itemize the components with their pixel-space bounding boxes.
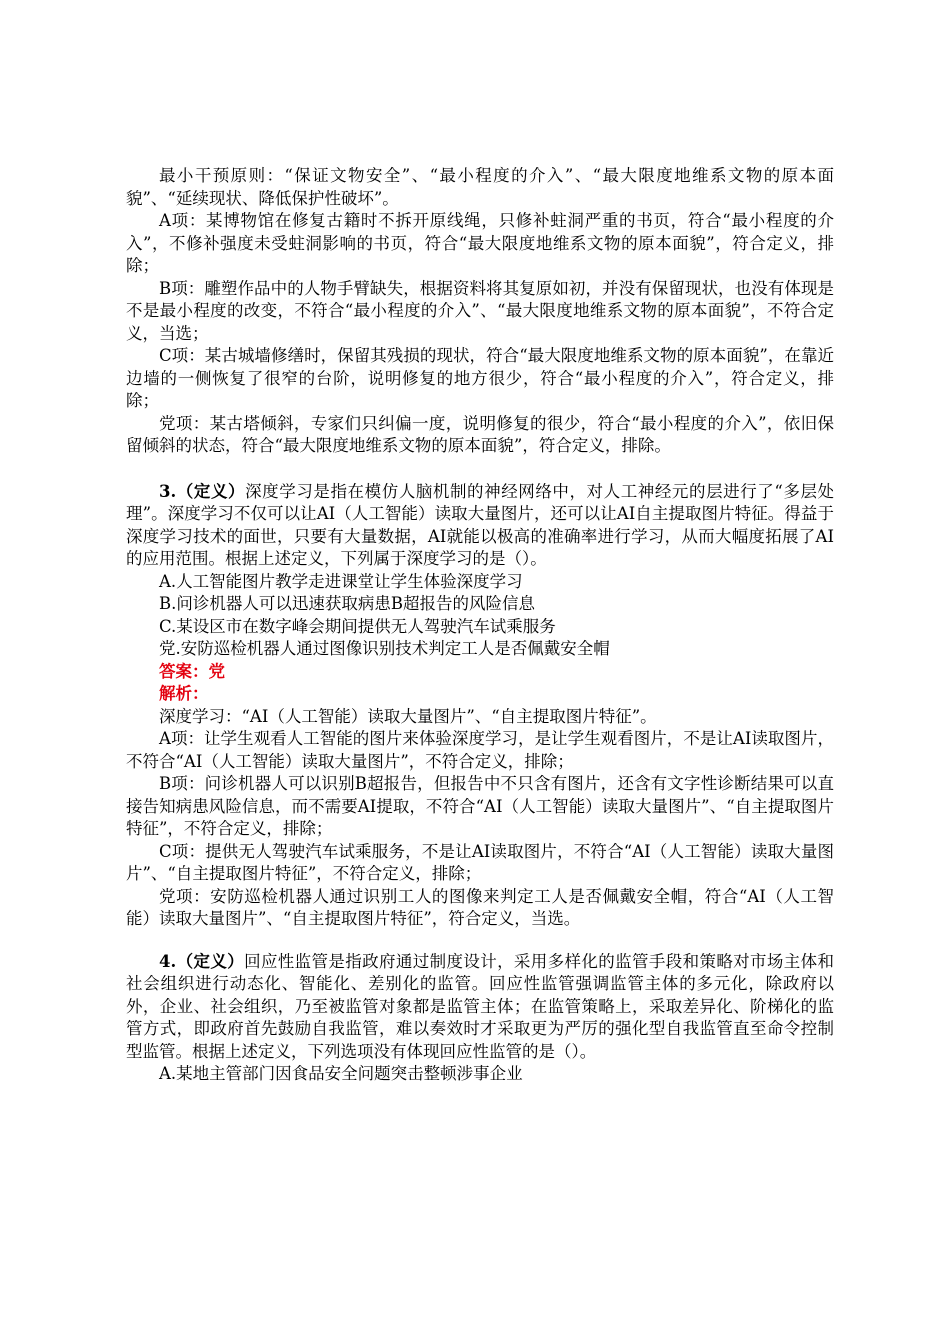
option-a: A.人工智能图片教学走进课堂让学生体验深度学习 (159, 571, 523, 591)
question-4-stem (126, 951, 834, 1064)
analysis-option-c: C项：提供无人驾驶汽车试乘服务，不是让AI读取图片，不符合“AI（人工智能）读取大量图片”、“自主提取图片特征”，不符合定义，排除； (126, 841, 834, 883)
question-3 (126, 481, 834, 931)
analysis-option-a: A项：让学生观看人工智能的图片来体验深度学习，是让学生观看图片，不是让AI读取图片，不符合“AI（人工智能）读取大量图片”，不符合定义，排除； (126, 729, 834, 771)
question-3-stem (126, 481, 834, 571)
option-a: A.某地主管部门因食品安全问题突击整顿涉事企业 (159, 1064, 523, 1083)
analysis-option-d: 党项：某古塔倾斜，专家们只纠偏一度，说明修复的很少，符合“最小程度的介入”，依旧保留倾斜的状态，符合“最大限度地维系文物的原本面貌”，符合定义，排除。 (126, 413, 834, 455)
document-page (126, 165, 834, 1086)
analysis-label: 解析： (159, 684, 209, 703)
question-4 (126, 951, 834, 1086)
question-stem-text: 深度学习是指在模仿人脑机制的神经网络中，对人工神经元的层进行了“多层处理”。深度学习不仅可以让AI（人工智能）读取大量图片，还可以让AI自主提取图片特征。得益于深度学习技术的面世，只要有大量数据，AI就能以极高的准确率进行学习，从而大幅度拓展了AI的应用范围。根据上述定义，下列属于深度学习的是（）。 (126, 481, 835, 568)
analysis-option-b: B项：问诊机器人可以识别B超报告，但报告中不只含有图片，还含有文字性诊断结果可以直接告知病患风险信息，而不需要AI提取，不符合“AI（人工智能）读取大量图片”、“自主提取图片特征”，不符合定义，排除； (126, 774, 834, 838)
answer-label: 答案：党 (159, 661, 225, 681)
analysis-definition: 最小干预原则：“保证文物安全”、“最小程度的介入”、“最大限度地维系文物的原本面貌”、“延续现状、降低保护性破坏”。 (126, 166, 834, 208)
analysis-option-b: B项：雕塑作品中的人物手臂缺失，根据资料将其复原如初，并没有保留现状，也没有体现是不是最小程度的改变，不符合“最小程度的介入”、“最大限度地维系文物的原本面貌”，不符合定义，当选； (126, 278, 834, 343)
analysis-option-d: 党项：安防巡检机器人通过识别工人的图像来判定工人是否佩戴安全帽，符合“AI（人工智能）读取大量图片”、“自主提取图片特征”，符合定义，当选。 (126, 886, 834, 928)
analysis-option-c: C项：某古城墙修缮时，保留其残损的现状，符合“最大限度地维系文物的原本面貌”，在靠近边墙的一侧恢复了很窄的台阶，说明修复的地方很少，符合“最小程度的介入”，符合定义，排除； (126, 346, 834, 410)
question-stem-text: 回应性监管是指政府通过制度设计，采用多样化的监管手段和策略对市场主体和社会组织进行动态化、智能化、差别化的监管。回应性监管强调监管主体的多元化，除政府以外，企业、社会组织，乃至被监管对象都是监管主体；在监管策略上，采取差异化、阶梯化的监管方式，即政府首先鼓励自我监管，难以奏效时才采取更为严厉的强化型自我监管直至命令控制型监管。根据上述定义，下列选项没有体现回应性监管的是（）。 (126, 951, 835, 1061)
analysis-definition: 深度学习：“AI（人工智能）读取大量图片”、“自主提取图片特征”。 (159, 706, 657, 726)
question-number: 3. (159, 481, 177, 501)
question-number: 4. (159, 951, 177, 971)
question-tag: （定义） (176, 951, 245, 971)
option-d: 党.安防巡检机器人通过图像识别技术判定工人是否佩戴安全帽 (159, 639, 610, 658)
option-b: B.问诊机器人可以迅速获取病患B超报告的风险信息 (159, 594, 535, 613)
question-tag: （定义） (176, 481, 246, 501)
option-c: C.某设区市在数字峰会期间提供无人驾驶汽车试乘服务 (159, 616, 556, 636)
section-q2-analysis (126, 165, 834, 458)
analysis-option-a: A项：某博物馆在修复古籍时不拆开原线绳，只修补蛀洞严重的书页，符合“最小程度的介入”，不修补强度未受蛀洞影响的书页，符合“最大限度地维系文物的原本面貌”，符合定义，排除； (126, 211, 834, 275)
